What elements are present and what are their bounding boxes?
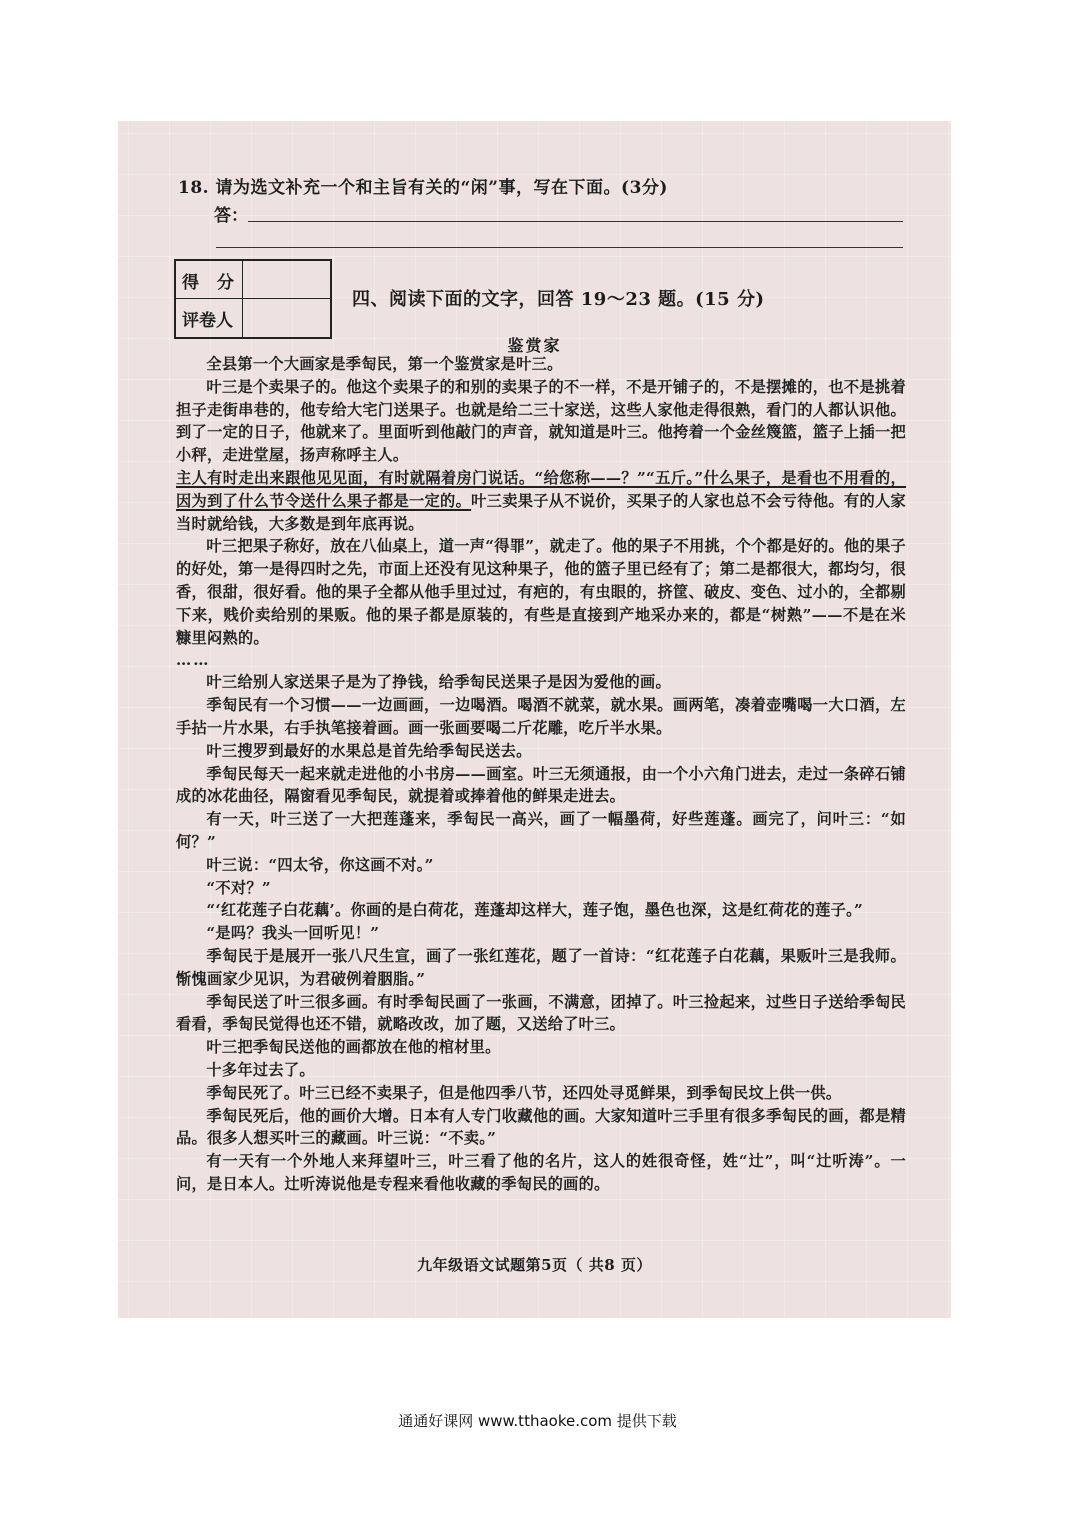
paragraph: 叶三给别人家送果子是为了挣钱，给季匋民送果子是因为爱他的画。 (206, 673, 672, 692)
answer-line-1 (248, 221, 903, 222)
paragraph (176, 376, 906, 467)
score-label: 得 分 (182, 273, 240, 293)
paragraph: 十多年过去了。 (206, 1060, 315, 1079)
answer-label: 答： (214, 206, 248, 226)
paragraph: “‘红花莲子白花藕’。你画的是白荷花，莲蓬却这样大，莲子饱，墨色也深，这是红荷花的莲子。” (206, 901, 864, 920)
paragraph: 叶三把果子称好，放在八仙桌上，道一声“得罪”，就走了。他的果子不用挑，个个都是好的。他的果子的好处，第一是得四时之先，市面上还没有见这种果子，他的篮子里已经有了；第二是都很大，都均匀，很香，很甜，很好看。他的果子全都从他手里过过，有疤的，有虫眼的，挤筐、破皮、变色、过小的，全都剔下来，贱价卖给别的果贩。他的果子都是原装的，有些是直接到产地采办来的，都是“树熟”——不是在米糠里闷熟的。 (176, 537, 906, 647)
section-4-heading: 四、阅读下面的文字，回答 19～23 题。(15 分) (352, 289, 765, 310)
grader-row (176, 299, 330, 337)
paragraph: 季匋民死后，他的画价大增。日本有人专门收藏他的画。大家知道叶三手里有很多季匋民的画，都是精品。很多人想买叶三的藏画。叶三说：“不卖。” (176, 1106, 906, 1148)
paragraph: “不对？” (206, 878, 271, 897)
passage-body (176, 353, 906, 1196)
paragraph-underlined (176, 467, 906, 535)
grader-label: 评卷人 (182, 311, 233, 331)
ellipsis: …… (176, 651, 211, 670)
paragraph: 有一天，叶三送了一大把莲蓬来，季匋民一高兴，画了一幅墨荷，好些莲蓬。画完了，问叶三：“如何？” (176, 810, 906, 851)
exam-page-scan (118, 121, 951, 1318)
paragraph: 季匋民有一个习惯——一边画画，一边喝酒。喝酒不就菜，就水果。画两笔，凑着壶嘴喝一大口酒，左手拈一片水果，右手执笔接着画。画一张画要喝二斤花雕，吃斤半水果。 (176, 696, 906, 737)
score-row (176, 261, 330, 299)
score-box (174, 259, 332, 339)
download-credit: 通通好课网 www.tthaoke.com 提供下载 (398, 1412, 677, 1430)
paragraph-text: 叶三是个卖果子的。他这个卖果子的和别的卖果子的不一样，不是开铺子的，不是摆摊的，也不是挑着担子走街串巷的，他专给大宅门送果子。也就是给二三十家送，这些人家他走得很熟，看门的人都认识他。到了一定的日子，他就来了。里面听到他敲门的声音，就知道是叶三。他挎着一个金丝篾篮，篮子上插一把小秤，走进堂屋，扬声称呼主人。 (176, 377, 906, 465)
paragraph: 全县第一个大画家是季匋民，第一个鉴赏家是叶三。 (206, 355, 563, 373)
paragraph: 叶三搜罗到最好的水果总是首先给季匋民送去。 (206, 741, 532, 760)
paragraph: 季匋民每天一起来就走进他的小书房——画室。叶三无须通报，由一个小六角门进去，走过一条碎石铺成的冰花曲径，隔窗看见季匋民，就提着或捧着他的鲜果走进去。 (176, 764, 906, 806)
paragraph: 季匋民于是展开一张八尺生宣，画了一张红莲花，题了一首诗：“红花莲子白花藕，果贩叶三是我师。惭愧画家少见识，为君破例着胭脂。” (176, 946, 906, 988)
paragraph: 叶三把季匋民送他的画都放在他的棺材里。 (206, 1038, 501, 1057)
question-18: 18. 请为选文补充一个和主旨有关的“闲”事，写在下面。(3分) (178, 178, 668, 198)
page-number-footer: 九年级语文试题第5页（ 共8 页） (417, 1256, 652, 1274)
passage-title: 鉴赏家 (507, 336, 562, 355)
paragraph: “是吗？我头一回听见！” (206, 924, 380, 943)
paragraph: 有一天有一个外地人来拜望叶三，叶三看了他的名片，这人的姓很奇怪，姓“辻”，叫“辻听涛”。一问，是日本人。辻听涛说他是专程来看他收藏的季匋民的画的。 (176, 1152, 906, 1193)
paragraph: 季匋民送了叶三很多画。有时季匋民画了一张画，不满意，团掉了。叶三捡起来，过些日子送给季匋民看看，季匋民觉得也还不错，就略改改，加了题，又送给了叶三。 (176, 992, 906, 1034)
answer-line-2 (216, 247, 903, 248)
paragraph: 季匋民死了。叶三已经不卖果子，但是他四季八节，还四处寻觅鲜果，到季匋民坟上供一供。 (206, 1083, 842, 1102)
paragraph: 叶三说：“四太爷，你这画不对。” (206, 855, 434, 874)
underlined-sentence: 主人有时走出来跟他见见面，有时就隔着房门说话。“给您称——？”“五斤。”什么果子，是看也不用看的，因为到了什么节令送什么果子都是一定的。 (176, 468, 906, 510)
paragraph-text: 叶三卖果子从不说价，买果子的人家也总不会亏待他。有的人家当时就给钱，大多数是到年底再说。 (176, 491, 906, 533)
